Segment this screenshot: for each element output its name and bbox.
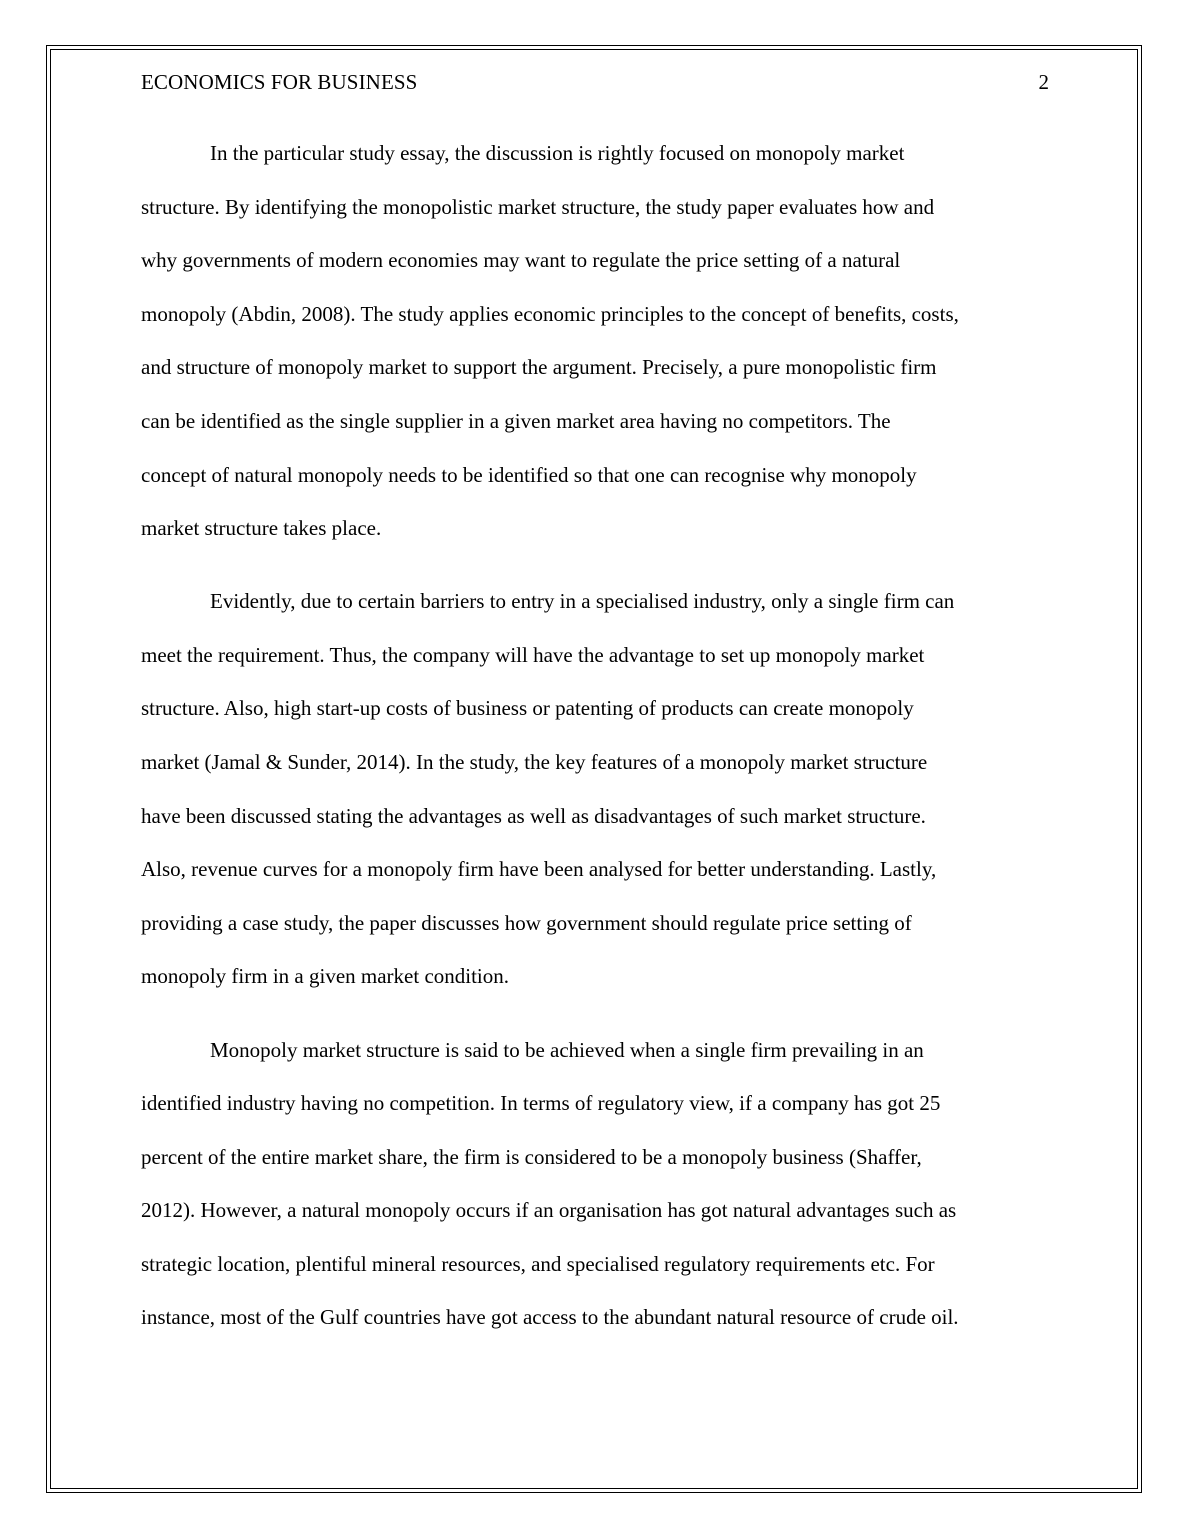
text-line: and structure of monopoly market to support the argument. Precisely, a pure monopolistic firm	[141, 355, 937, 380]
text-line: monopoly firm in a given market condition.	[141, 964, 510, 989]
text-line: why governments of modern economies may want to regulate the price setting of a natural	[141, 248, 901, 273]
text-line: identified industry having no competition. In terms of regulatory view, if a company has got 25	[141, 1091, 941, 1116]
text-line: meet the requirement. Thus, the company will have the advantage to set up monopoly market	[141, 642, 925, 667]
text-line: Monopoly market structure is said to be achieved when a single firm prevailing in an	[210, 1037, 924, 1062]
paragraph-2	[141, 575, 1051, 1004]
paragraph-1	[141, 127, 1051, 556]
text-line: providing a case study, the paper discusses how government should regulate price setting of	[141, 910, 912, 935]
text-line: structure. Also, high start-up costs of business or patenting of products can create monopoly	[141, 696, 914, 721]
page-header	[141, 70, 1051, 100]
page-number: 2	[1038, 70, 1049, 94]
running-head: ECONOMICS FOR BUSINESS	[141, 70, 418, 94]
text-line: monopoly (Abdin, 2008). The study applies economic principles to the concept of benefits, costs,	[141, 301, 959, 326]
text-line: Also, revenue curves for a monopoly firm have been analysed for better understanding. Lastly,	[141, 857, 937, 882]
text-line: structure. By identifying the monopolistic market structure, the study paper evaluates how and	[141, 194, 935, 219]
text-line: market structure takes place.	[141, 516, 382, 541]
text-line: market (Jamal & Sunder, 2014). In the study, the key features of a monopoly market structure	[141, 750, 928, 775]
text-line: can be identified as the single supplier in a given market area having no competitors. The	[141, 408, 891, 433]
text-line: Evidently, due to certain barriers to entry in a specialised industry, only a single firm can	[210, 589, 955, 614]
text-line: concept of natural monopoly needs to be identified so that one can recognise why monopoly	[141, 462, 917, 487]
paragraph-3	[141, 1024, 1051, 1346]
text-line: 2012). However, a natural monopoly occurs if an organisation has got natural advantages such as	[141, 1198, 957, 1223]
text-line: percent of the entire market share, the firm is considered to be a monopoly business (Shaffer,	[141, 1144, 922, 1169]
text-line: have been discussed stating the advantages as well as disadvantages of such market structure.	[141, 803, 926, 828]
text-line: instance, most of the Gulf countries have got access to the abundant natural resource of crude oil.	[141, 1305, 959, 1330]
text-line: In the particular study essay, the discussion is rightly focused on monopoly market	[210, 141, 905, 165]
text-line: strategic location, plentiful mineral resources, and specialised regulatory requirements etc. For	[141, 1251, 935, 1276]
document-body	[141, 127, 1051, 1365]
